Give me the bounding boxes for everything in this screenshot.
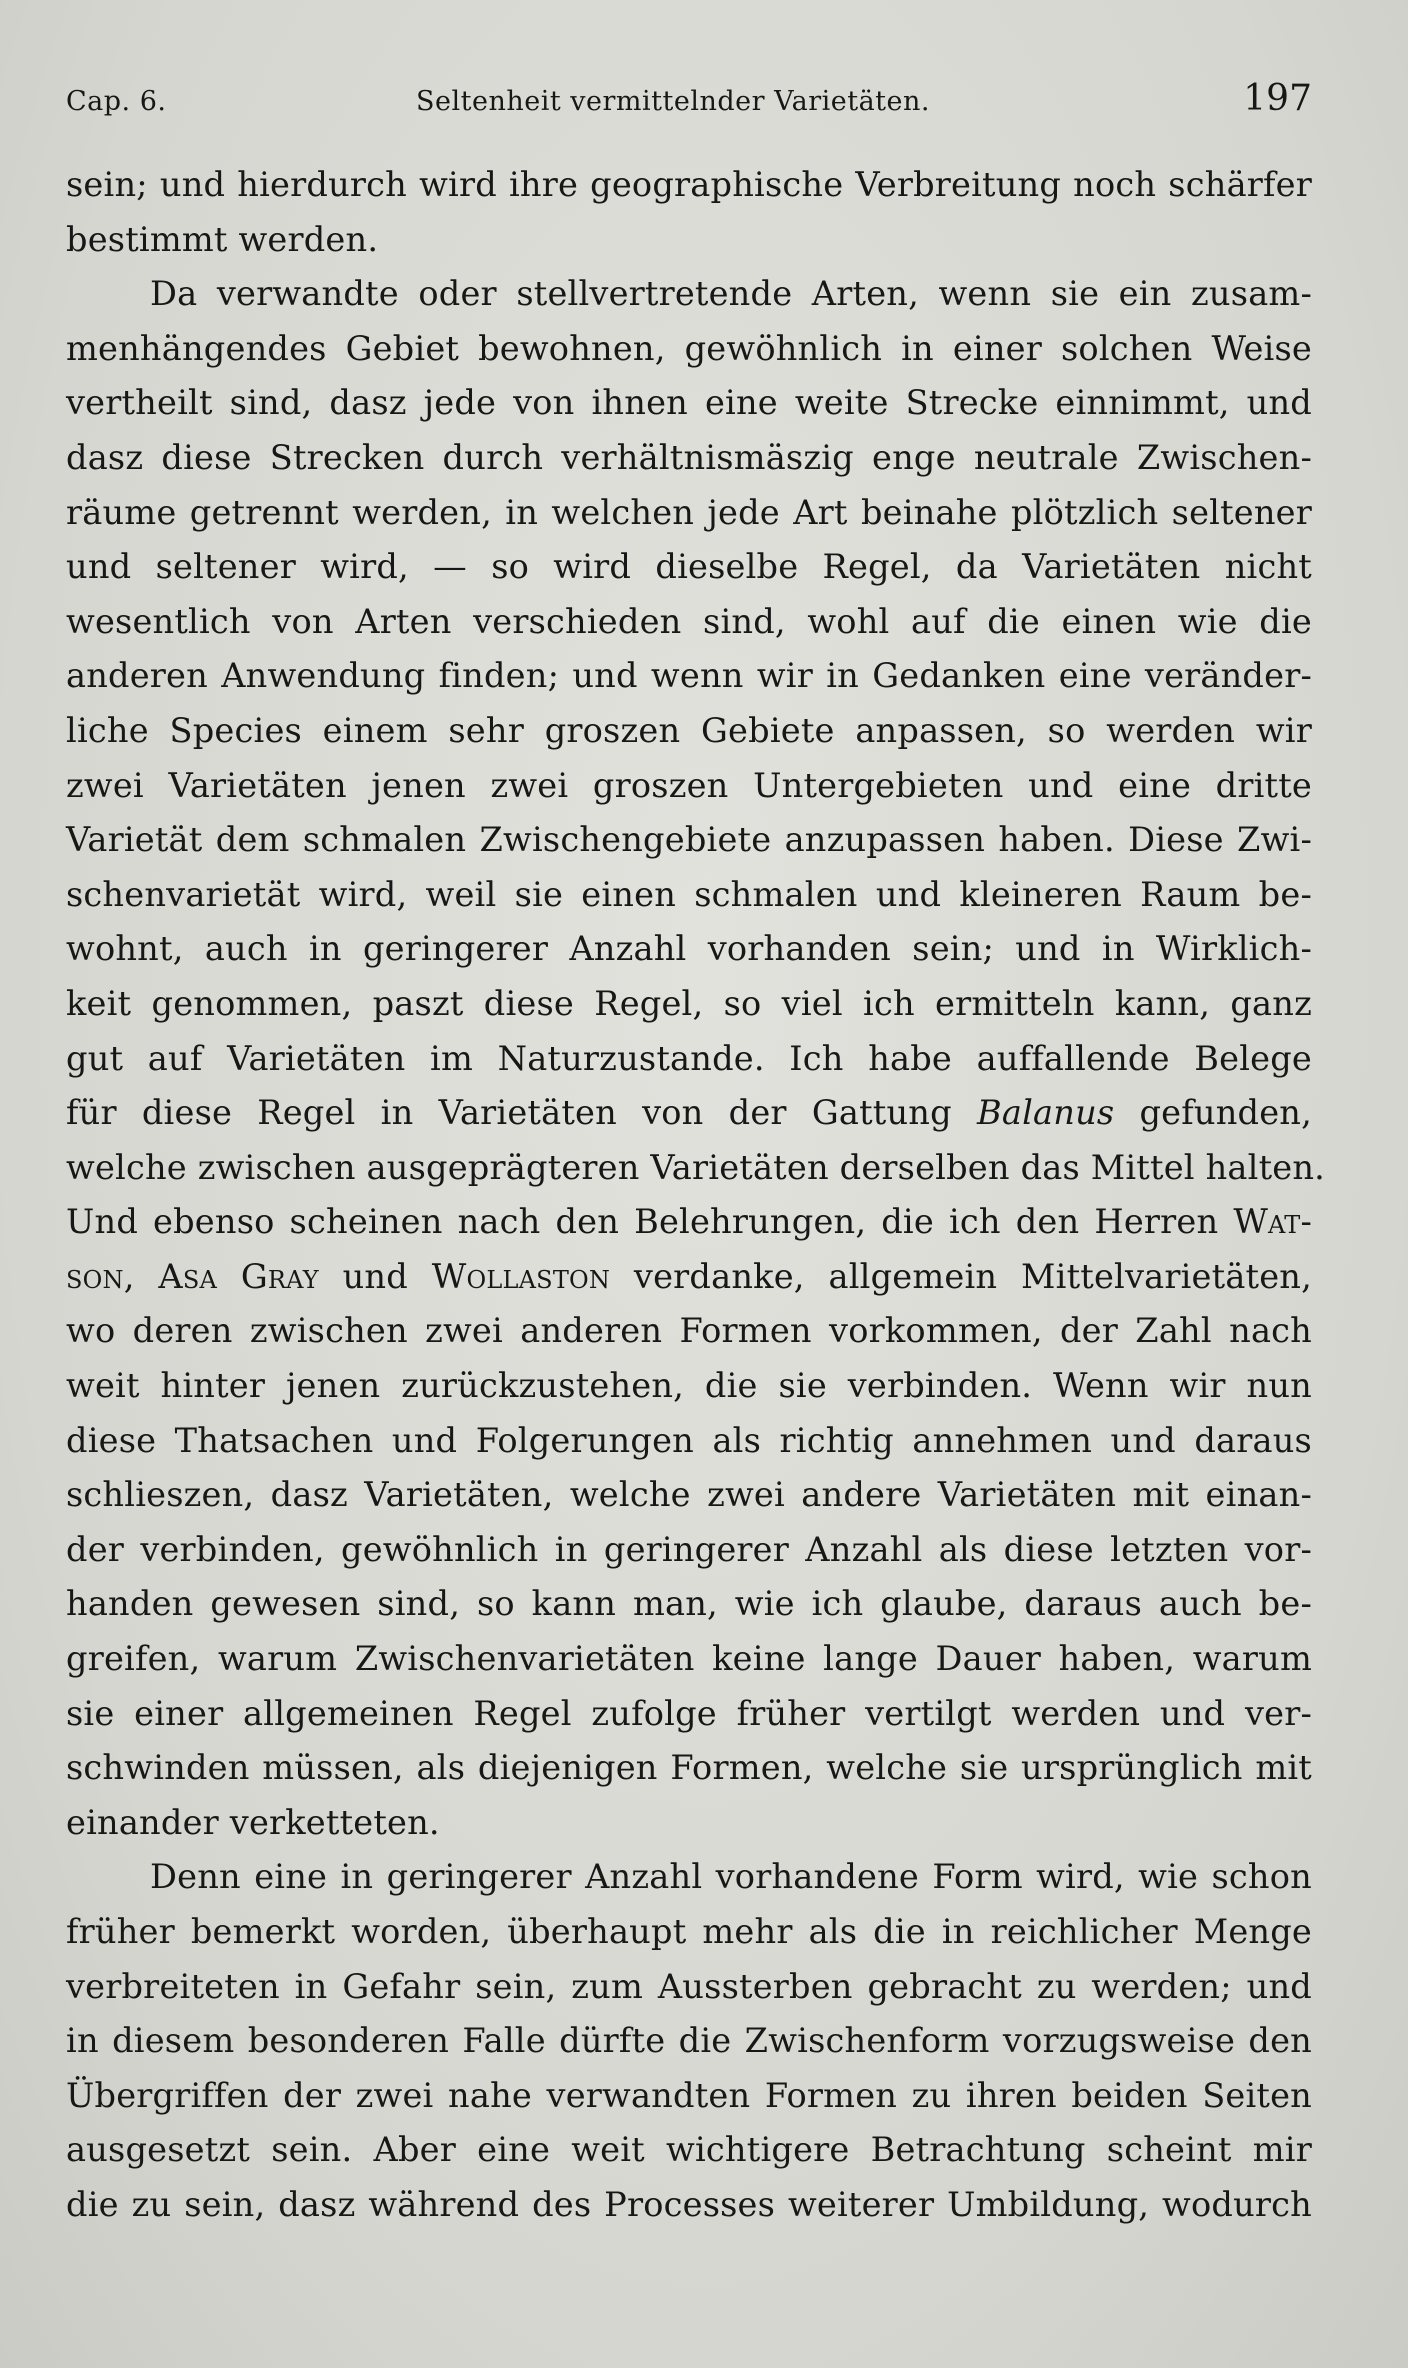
text-line: greifen, warum Zwischenvarietäten keine lange Dauer haben, warum — [66, 1639, 1312, 1679]
small-caps-name: Wollaston — [431, 1256, 611, 1296]
small-caps-name: Asa Gray — [158, 1256, 319, 1296]
text-line: weit hinter jenen zurückzustehen, die sie verbinden. Wenn wir nun — [66, 1366, 1312, 1406]
text-line: dasz diese Strecken durch verhältnismäszig enge neutrale Zwischen- — [66, 437, 1312, 477]
small-caps-name: Wat- — [1233, 1202, 1312, 1242]
text-line: Denn eine in geringerer Anzahl vorhandene Form wird, wie schon — [150, 1857, 1312, 1897]
small-caps-name: son — [66, 1256, 124, 1296]
text-line: einander verketteten. — [66, 1802, 440, 1842]
text-line: sie einer allgemeinen Regel zufolge früher vertilgt werden und ver- — [66, 1693, 1312, 1733]
text-line: schenvarietät wird, weil sie einen schmalen und kleineren Raum be- — [66, 874, 1312, 914]
text-line: räume getrennt werden, in welchen jede Art beinahe plötzlich seltener — [66, 492, 1312, 532]
text-line — [66, 1195, 1312, 1250]
text-line: anderen Anwendung finden; und wenn wir in Gedanken eine veränder- — [66, 656, 1312, 696]
text-line: welche zwischen ausgeprägteren Varietäten derselben das Mittel halten. — [66, 1147, 1326, 1187]
text-line: schlieszen, dasz Varietäten, welche zwei andere Varietäten mit einan- — [66, 1475, 1312, 1515]
text-run: gefunden, — [1114, 1093, 1312, 1133]
text-run: für diese Regel in Varietäten von der Gattung — [66, 1093, 977, 1133]
running-title: Seltenheit vermittelnder Varietäten. — [416, 86, 930, 117]
text-run: , — [123, 1256, 159, 1296]
text-line: wohnt, auch in geringerer Anzahl vorhanden sein; und in Wirklich- — [66, 929, 1312, 969]
text-line: vertheilt sind, dasz jede von ihnen eine weite Strecke einnimmt, und — [66, 383, 1312, 423]
running-header — [66, 78, 1312, 128]
chapter-label: Cap. 6. — [66, 86, 167, 117]
text-line: der verbinden, gewöhnlich in geringerer Anzahl als diese letzten vor- — [66, 1529, 1312, 1569]
text-line: schwinden müssen, als diejenigen Formen, welche sie ursprünglich mit — [66, 1748, 1312, 1788]
text-line: zwei Varietäten jenen zwei groszen Untergebieten und eine dritte — [66, 765, 1312, 805]
text-line: in diesem besonderen Falle dürfte die Zwischenform vorzugsweise den — [66, 2021, 1312, 2061]
text-line: gut auf Varietäten im Naturzustande. Ich habe auffallende Belege — [66, 1038, 1312, 1078]
text-line: handen gewesen sind, so kann man, wie ich glaube, daraus auch be- — [66, 1584, 1312, 1624]
page-number: 197 — [1243, 78, 1312, 119]
body-text — [66, 158, 1326, 2233]
text-line: ausgesetzt sein. Aber eine weit wichtigere Betrachtung scheint mir — [66, 2130, 1312, 2170]
text-line: die zu sein, dasz während des Processes weiterer Umbildung, wodurch — [66, 2184, 1312, 2224]
text-line: keit genommen, paszt diese Regel, so viel ich ermitteln kann, ganz — [66, 983, 1312, 1023]
text-line: früher bemerkt worden, überhaupt mehr als die in reichlicher Menge — [66, 1912, 1312, 1951]
text-line: verbreiteten in Gefahr sein, zum Aussterben gebracht zu werden; und — [66, 1966, 1312, 2006]
text-line: Varietät dem schmalen Zwischengebiete anzupassen haben. Diese Zwi- — [66, 820, 1312, 860]
text-line: liche Species einem sehr groszen Gebiete anpassen, so werden wir — [66, 710, 1312, 750]
text-run: und — [318, 1256, 432, 1296]
text-line: menhängendes Gebiet bewohnen, gewöhnlich in einer solchen Weise — [66, 328, 1312, 368]
text-line: wesentlich von Arten verschieden sind, wohl auf die einen wie die — [66, 601, 1312, 641]
text-line: sein; und hierdurch wird ihre geographische Verbreitung noch schärfer — [66, 165, 1312, 204]
text-line: Da verwandte oder stellvertretende Arten, wenn sie ein zusam- — [150, 274, 1312, 314]
text-line: diese Thatsachen und Folgerungen als richtig annehmen und daraus — [66, 1420, 1312, 1460]
text-line: und seltener wird, — so wird dieselbe Regel, da Varietäten nicht — [66, 547, 1312, 587]
text-line — [66, 1250, 1312, 1305]
text-line: Übergriffen der zwei nahe verwandten Formen zu ihren beiden Seiten — [66, 2075, 1312, 2115]
italic-term: Balanus — [976, 1093, 1115, 1133]
text-line: wo deren zwischen zwei anderen Formen vorkommen, der Zahl nach — [66, 1311, 1312, 1351]
text-run: Und ebenso scheinen nach den Belehrungen, die ich den Herren — [66, 1202, 1234, 1242]
text-line: bestimmt werden. — [66, 219, 379, 259]
text-run: verdanke, allgemein Mittelvarietäten, — [610, 1256, 1312, 1296]
text-line — [66, 1086, 1312, 1141]
